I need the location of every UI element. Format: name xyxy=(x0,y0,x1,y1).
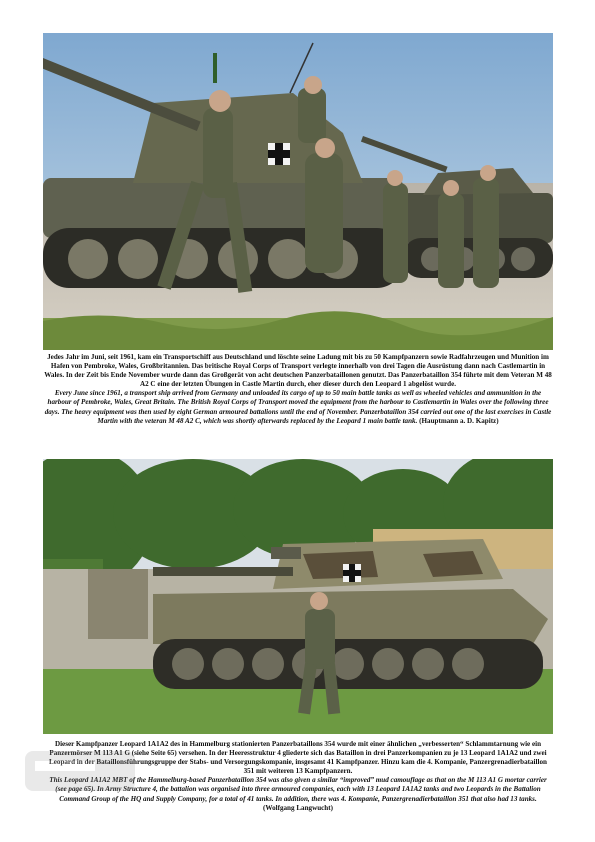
caption-top-german: Jedes Jahr im Juni, seit 1961, kam ein Transportschiff aus Deutschland und löschte seine Ladung mit bis zu 50 Kampfpanzern sowie Radfahrzeugen und Munition im Hafen von Pembroke, Wales, Großbritannien. Das britische Royal Corps of Transport verlegte innerhalb von drei Tagen die Ausrüstung dann nach Castlemartin in Wales. In der Zeit bis Ende November wurde dann das Großgerät von acht deutschen Panzerbataillonen genutzt. Das Panzerbataillon 354 führte mit dem Veteran M 48 A2 C eine der letzten Übungen in Castle Martin durch, eher dieser durch den Leopard 1 abgelöst wurde. xyxy=(44,353,552,389)
caption-bottom-german: Dieser Kampfpanzer Leopard 1A1A2 des in Hammelburg stationierten Panzerbataillons 354 wurde mit einer ähnlichen „verbesserten“ Schlammtarnung wie ein Panzermörser M 113 A1 G (siehe Seite 65) versehen. In der Heeresstruktur 4 gliederte sich das Bataillon in drei Panzerkompanien zu je 13 Leopard 1A1A2 und zwei Leopard in der Bataillonsführungsgruppe der Stabs- und Versorgungskompanie, insgesamt 41 Kampfpanzer. Hinzu kam die 4. Kompanie, Panzergrenadierbataillon 351 mit weiteren 13 Kampfpanzern. xyxy=(49,740,547,776)
caption-top xyxy=(43,353,553,426)
caption-bottom-english-text: This Leopard 1A1A2 MBT of the Hammelburg-based Panzerbataillon 354 was also given a similar “improved” mud camouflage as that on the M 113 A1 G mortar carrier (see page 65). In Army Structure 4, the battalion was organised into three armoured companies, each with 13 Leopard 1A1A2 tanks and two Leopards in the Battalion Command Group of the HQ and Supply Company, for a total of 41 tanks. In addition, there was 4. Kompanie, Panzergrenadierbataillon 351 that also had 13 tanks. xyxy=(49,776,547,803)
photo-m48-tanks xyxy=(43,33,553,350)
caption-top-credit: (Hauptmann a. D. Kapitz) xyxy=(419,416,499,425)
photo-leopard-tank xyxy=(43,459,553,734)
caption-top-english xyxy=(43,389,553,425)
caption-top-english-text: Every June since 1961, a transport ship arrived from Germany and unloaded its cargo of up to 50 main battle tanks as well as wheeled vehicles and ammunition in the harbour of Pembroke, Wales, Great Britain. The British Royal Corps of Transport moved the equipment from the harbour to Castlemartin in Wales over the following three days. The heavy equipment was then used by eight German armoured battalions until the end of November. Panzerbataillon 354 carried out one of the last exercises in Castle Martin with the veteran M 48 A2 C, which was shortly afterwards replaced by the Leopard 1 main battle tank. xyxy=(44,389,552,425)
watermark-logo xyxy=(20,736,140,806)
caption-bottom-credit: (Wolfgang Langwucht) xyxy=(263,803,333,812)
